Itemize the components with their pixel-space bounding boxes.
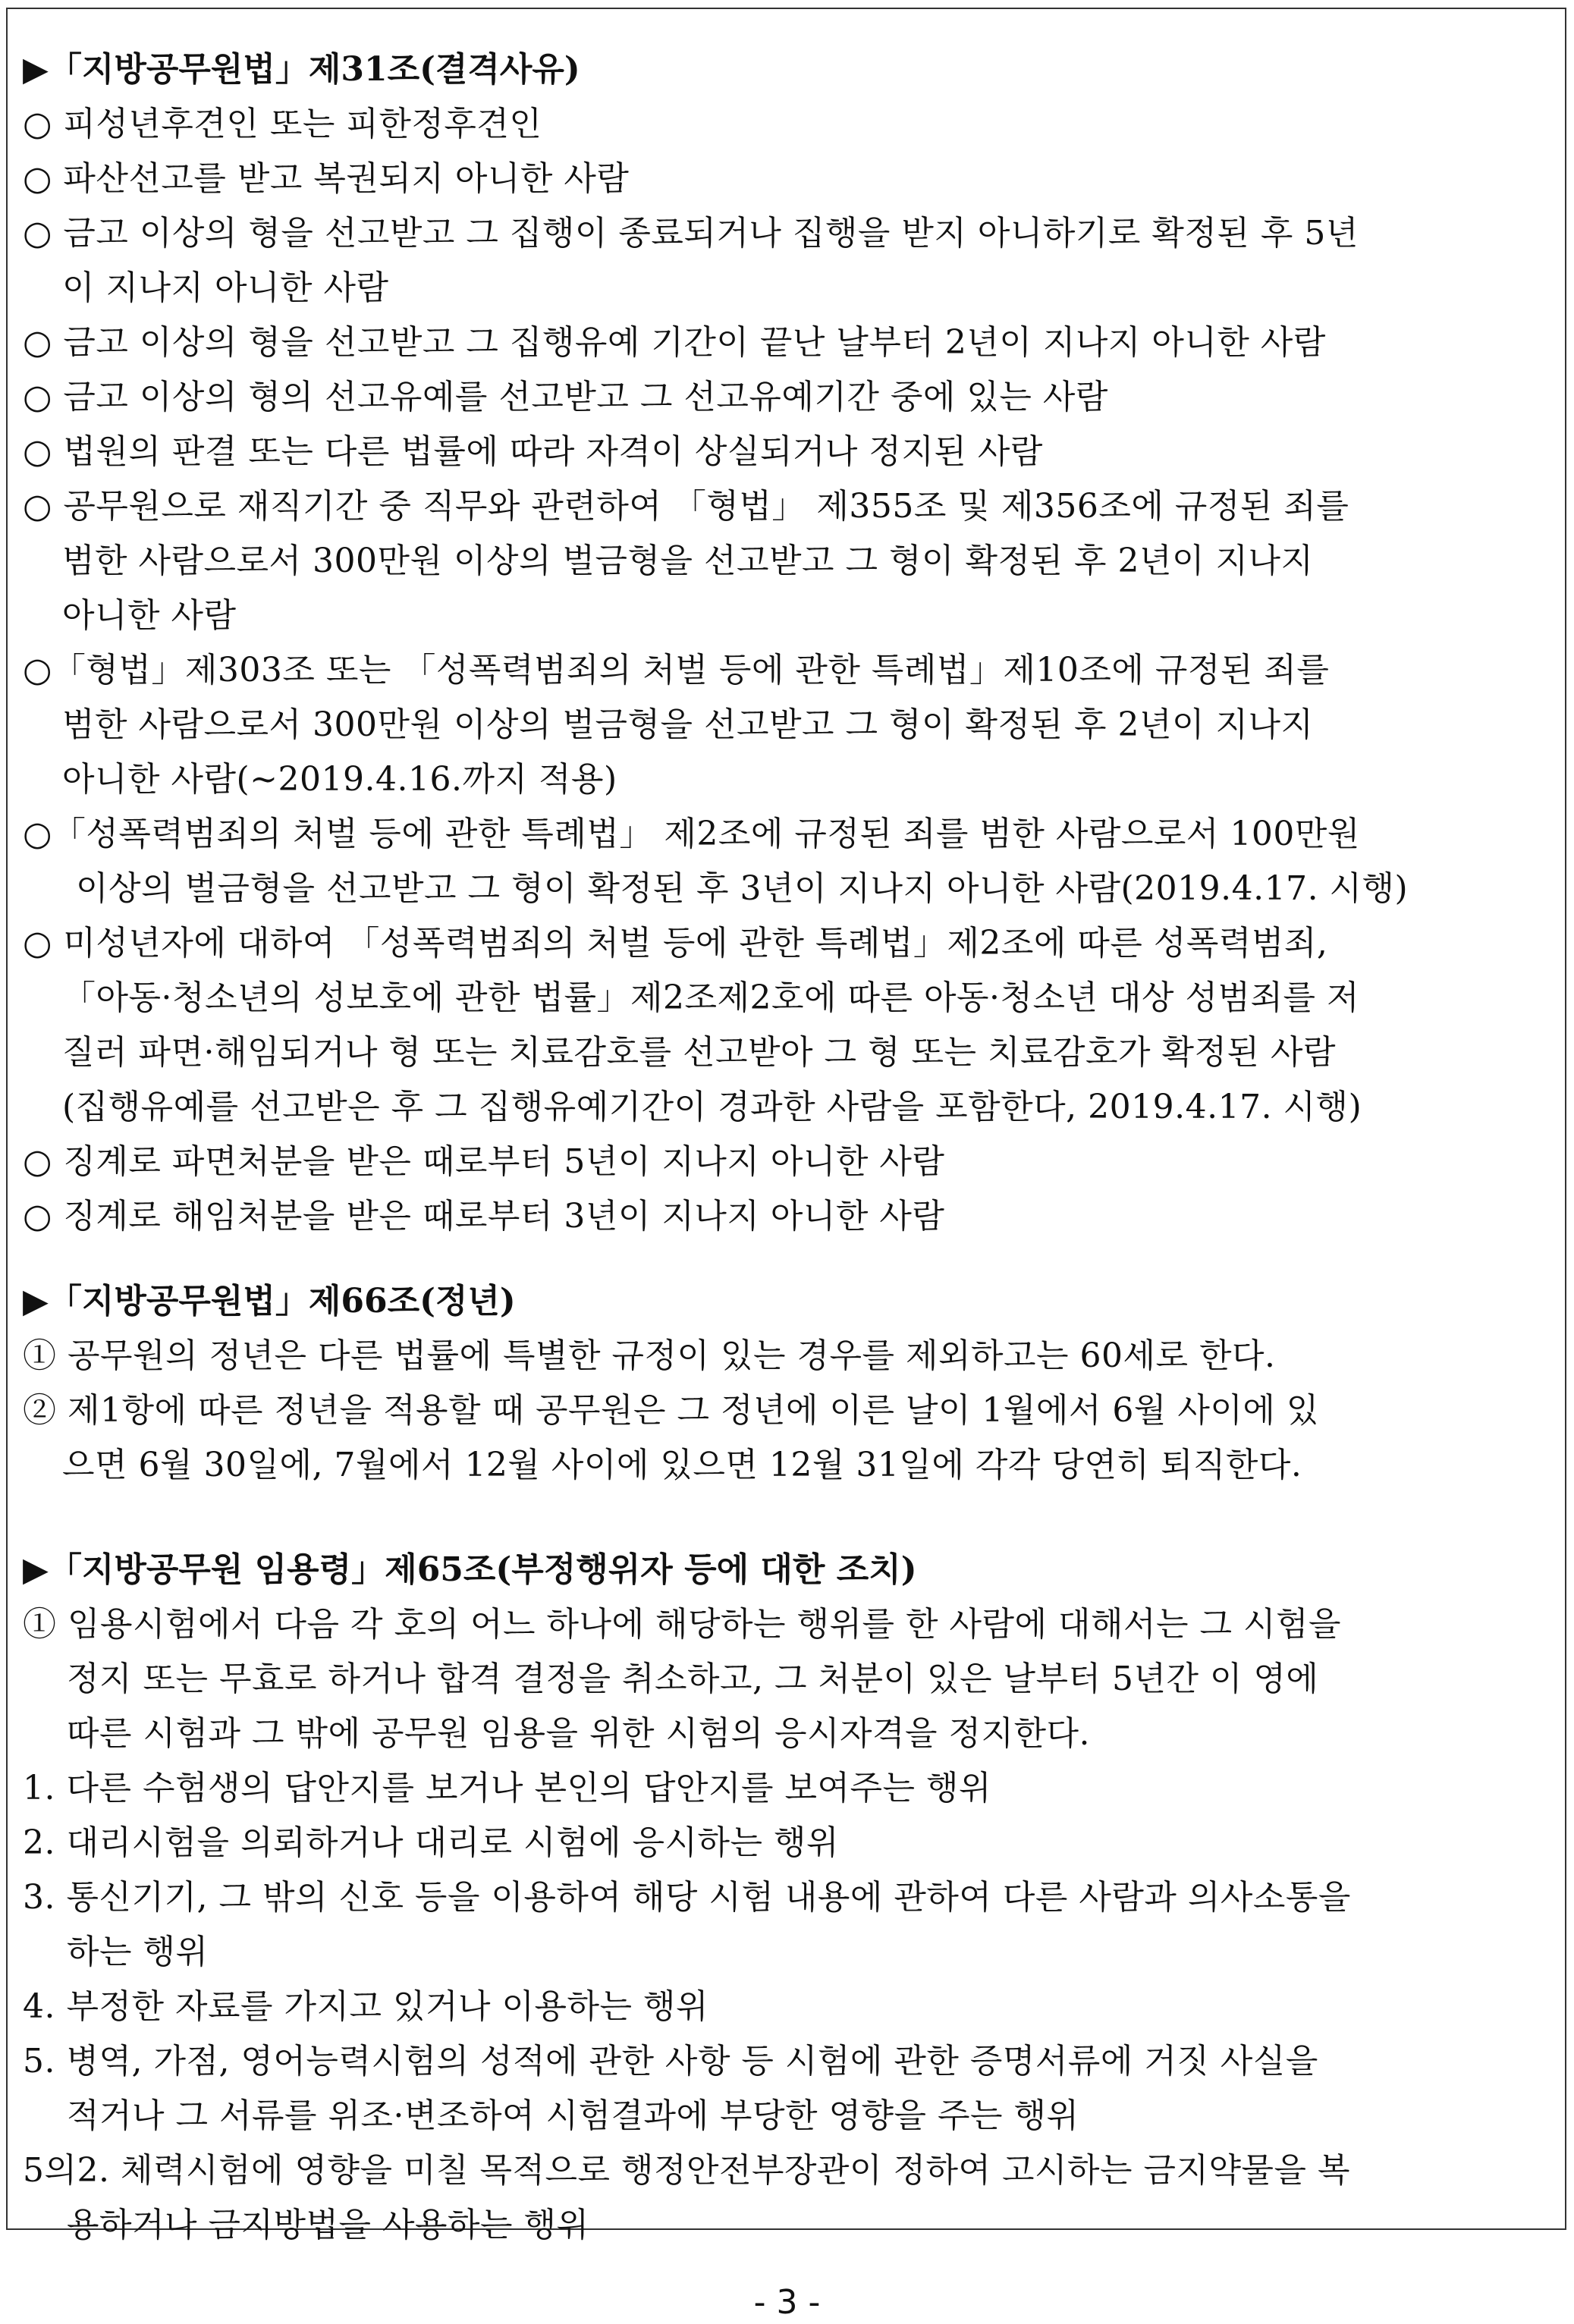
list-item-continuation: 범한 사람으로서 300만원 이상의 벌금형을 선고받고 그 형이 확정된 후 2년이 지나지 — [62, 542, 1314, 580]
section-66-heading: ▶「지방공무원법」제66조(정년) — [23, 1282, 516, 1321]
list-item: ○ 파산선고를 받고 복권되지 아니한 사람 — [23, 159, 630, 198]
list-item-continuation: 적거나 그 서류를 위조·변조하여 시험결과에 부당한 영향을 주는 행위 — [67, 2096, 1079, 2135]
list-item-continuation: 용하거나 금지방법을 사용하는 행위 — [67, 2206, 589, 2244]
page-number: - 3 - — [753, 2283, 821, 2322]
list-item: ○ 금고 이상의 형의 선고유예를 선고받고 그 선고유예기간 중에 있는 사람 — [23, 378, 1108, 416]
list-item-continuation: (집행유예를 선고받은 후 그 집행유예기간이 경과한 사람을 포함한다, 2019.4.17. 시행) — [62, 1088, 1362, 1126]
list-item: ○ 법원의 판결 또는 다른 법률에 따라 자격이 상실되거나 정지된 사람 — [23, 432, 1043, 471]
list-item: 5. 병역, 가점, 영어능력시험의 성적에 관한 사항 등 시험에 관한 증명서류에 거짓 사실을 — [23, 2042, 1318, 2081]
list-item: ○ 피성년후견인 또는 피한정후견인 — [23, 105, 542, 143]
list-item-continuation: 「아동·청소년의 성보호에 관한 법률」제2조제2호에 따른 아동·청소년 대상 성범죄를 저 — [62, 978, 1359, 1017]
list-item: ② 제1항에 따른 정년을 적용할 때 공무원은 그 정년에 이른 날이 1월에서 6월 사이에 있 — [23, 1391, 1319, 1430]
list-item-continuation: 정지 또는 무효로 하거나 합격 결정을 취소하고, 그 처분이 있은 날부터 5년간 이 영에 — [67, 1660, 1319, 1698]
section-gap — [23, 1244, 1563, 1274]
list-item-continuation: 아니한 사람(~2019.4.16.까지 적용) — [62, 760, 617, 799]
list-item: 2. 대리시험을 의뢰하거나 대리로 시험에 응시하는 행위 — [23, 1823, 839, 1862]
list-item: ○ 금고 이상의 형을 선고받고 그 집행이 종료되거나 집행을 받지 아니하기로 확정된 후 5년 — [23, 214, 1359, 253]
list-item: ① 공무원의 정년은 다른 법률에 특별한 규정이 있는 경우를 제외하고는 60세로 한다. — [23, 1336, 1276, 1375]
section-31-heading: ▶「지방공무원법」제31조(결격사유) — [23, 50, 580, 89]
list-item: ○ 미성년자에 대하여 「성폭력범죄의 처벌 등에 관한 특례법」제2조에 따른 성폭력범죄, — [23, 924, 1328, 963]
list-item: ○ 금고 이상의 형을 선고받고 그 집행유예 기간이 끝난 날부터 2년이 지나지 아니한 사람 — [23, 323, 1326, 362]
list-item: ○「성폭력범죄의 처벌 등에 관한 특례법」 제2조에 규정된 죄를 범한 사람으로서 100만원 — [23, 815, 1360, 853]
list-item: ○「형법」제303조 또는 「성폭력범죄의 처벌 등에 관한 특례법」제10조에 규정된 죄를 — [23, 651, 1330, 689]
list-item: 3. 통신기기, 그 밖의 신호 등을 이용하여 해당 시험 내용에 관하여 다른 사람과 의사소통을 — [23, 1878, 1351, 1917]
list-item-continuation: 하는 행위 — [67, 1933, 209, 1971]
list-item: ○ 징계로 파면처분을 받은 때로부터 5년이 지나지 아니한 사람 — [23, 1142, 945, 1181]
list-item: 4. 부정한 자료를 가지고 있거나 이용하는 행위 — [23, 1987, 708, 2026]
section-65-heading: ▶「지방공무원 임용령」제65조(부정행위자 등에 대한 조치) — [23, 1550, 917, 1589]
list-item: 5의2. 체력시험에 영향을 미칠 목적으로 행정안전부장관이 정하여 고시하는 금지약물을 복 — [23, 2151, 1350, 2190]
list-item-continuation: 이 지나지 아니한 사람 — [62, 269, 389, 307]
list-item-continuation: 이상의 벌금형을 선고받고 그 형이 확정된 후 3년이 지나지 아니한 사람(2019.4.17. 시행) — [76, 869, 1409, 908]
list-item-continuation: 범한 사람으로서 300만원 이상의 벌금형을 선고받고 그 형이 확정된 후 2년이 지나지 — [62, 705, 1314, 744]
list-item: 1. 다른 수험생의 답안지를 보거나 본인의 답안지를 보여주는 행위 — [23, 1769, 991, 1807]
list-item: ○ 공무원으로 재직기간 중 직무와 관련하여 「형법」 제355조 및 제356조에 규정된 죄를 — [23, 487, 1349, 526]
document-frame — [6, 8, 1566, 2244]
list-item: ○ 징계로 해임처분을 받은 때로부터 3년이 지나지 아니한 사람 — [23, 1197, 945, 1236]
section-gap — [23, 1493, 1563, 1543]
list-item-continuation: 따른 시험과 그 밖에 공무원 임용을 위한 시험의 응시자격을 정지한다. — [67, 1714, 1090, 1753]
document-content — [23, 42, 1563, 2253]
list-item: ① 임용시험에서 다음 각 호의 어느 하나에 해당하는 행위를 한 사람에 대해서는 그 시험을 — [23, 1605, 1341, 1644]
list-item-continuation: 질러 파면·해임되거나 형 또는 치료감호를 선고받아 그 형 또는 치료감호가 확정된 사람 — [62, 1033, 1336, 1072]
list-item-continuation: 아니한 사람 — [62, 596, 237, 635]
list-item-continuation: 으면 6월 30일에, 7월에서 12월 사이에 있으면 12월 31일에 각각 당연히 퇴직한다. — [62, 1446, 1302, 1484]
